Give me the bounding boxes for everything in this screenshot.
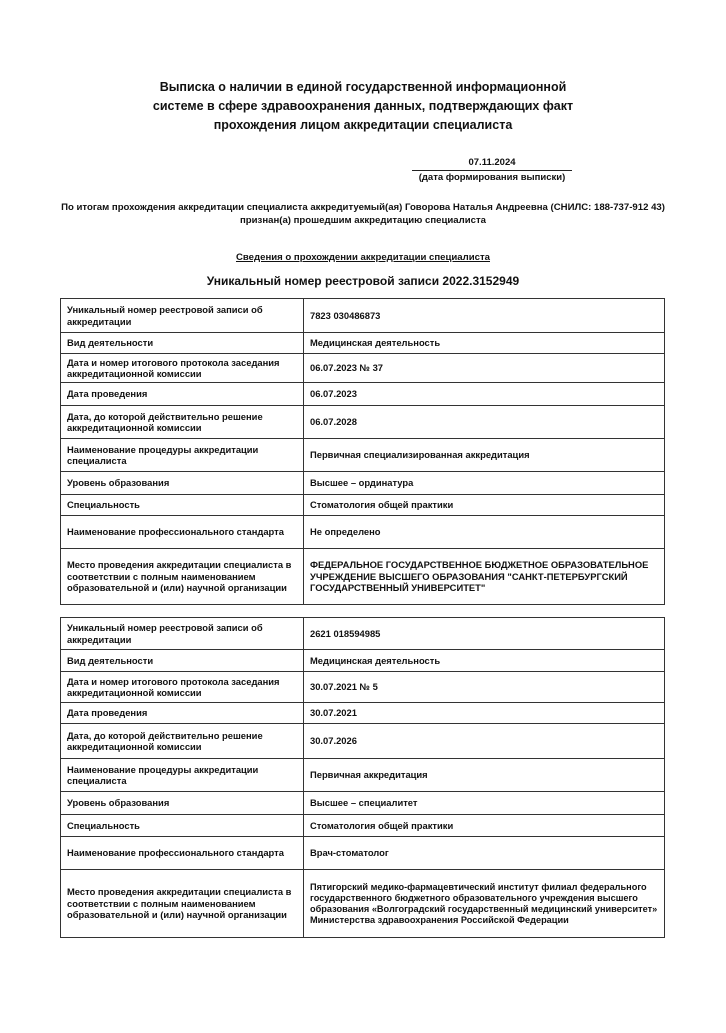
- row-label: Уникальный номер реестровой записи об аккредитации: [61, 299, 304, 333]
- row-value: Стоматология общей практики: [304, 495, 665, 516]
- formation-date: 07.11.2024: [412, 157, 572, 171]
- row-value: 06.07.2023 № 37: [304, 354, 665, 383]
- title-line-2: системе в сфере здравоохранения данных, подтверждающих факт: [152, 99, 574, 113]
- row-value: Врач-стоматолог: [304, 837, 665, 870]
- row-label: Вид деятельности: [61, 650, 304, 672]
- table-row: [61, 549, 665, 605]
- row-value: 7823 030486873: [304, 299, 665, 333]
- row-value: Пятигорский медико-фармацевтический институт филиал федерального государственного бюджетного образовательного учреждения высшего образования «Волгоградский государственный медицинский университет» Министерства здравоохранения Российской Федерации: [304, 870, 665, 938]
- row-label: Место проведения аккредитации специалиста в соответствии с полным наименованием образовательной и (или) научной организации: [61, 549, 304, 605]
- row-label: Наименование профессионального стандарта: [61, 516, 304, 549]
- row-value: ФЕДЕРАЛЬНОЕ ГОСУДАРСТВЕННОЕ БЮДЖЕТНОЕ ОБРАЗОВАТЕЛЬНОЕ УЧРЕЖДЕНИЕ ВЫСШЕГО ОБРАЗОВАНИЯ "САНКТ-ПЕТЕРБУРГСКИЙ ГОСУДАРСТВЕННЫЙ УНИВЕРСИТЕТ": [304, 549, 665, 605]
- row-value: 06.07.2028: [304, 406, 665, 439]
- row-value: 30.07.2021 № 5: [304, 672, 665, 703]
- row-value: 30.07.2026: [304, 724, 665, 759]
- row-label: Место проведения аккредитации специалиста в соответствии с полным наименованием образовательной и (или) научной организации: [61, 870, 304, 938]
- table-row: [61, 724, 665, 759]
- row-value: Первичная специализированная аккредитация: [304, 439, 665, 472]
- row-label: Специальность: [61, 815, 304, 837]
- row-value: Не определено: [304, 516, 665, 549]
- row-value: 30.07.2021: [304, 703, 665, 724]
- table-row: [61, 495, 665, 516]
- row-label: Уникальный номер реестровой записи об аккредитации: [61, 618, 304, 650]
- row-label: Дата и номер итогового протокола заседания аккредитационной комиссии: [61, 672, 304, 703]
- table-row: [61, 333, 665, 354]
- row-label: Уровень образования: [61, 792, 304, 815]
- accreditation-table-1: [60, 298, 665, 605]
- registry-record-heading: Уникальный номер реестровой записи 2022.3152949: [206, 274, 520, 288]
- row-value: Стоматология общей практики: [304, 815, 665, 837]
- table-row: [61, 299, 665, 333]
- row-label: Наименование процедуры аккредитации специалиста: [61, 439, 304, 472]
- table-row: [61, 672, 665, 703]
- row-value: Первичная аккредитация: [304, 759, 665, 792]
- row-label: Уровень образования: [61, 472, 304, 495]
- title-line-3: прохождения лицом аккредитации специалиста: [213, 118, 513, 132]
- table-row: [61, 383, 665, 406]
- table-row: [61, 759, 665, 792]
- table-row: [61, 472, 665, 495]
- table-row: [61, 703, 665, 724]
- row-value: 06.07.2023: [304, 383, 665, 406]
- row-label: Вид деятельности: [61, 333, 304, 354]
- row-value: 2621 018594985: [304, 618, 665, 650]
- row-label: Дата проведения: [61, 383, 304, 406]
- row-label: Дата и номер итогового протокола заседания аккредитационной комиссии: [61, 354, 304, 383]
- row-label: Дата, до которой действительно решение аккредитационной комиссии: [61, 724, 304, 759]
- row-label: Дата, до которой действительно решение аккредитационной комиссии: [61, 406, 304, 439]
- document-title: [120, 78, 606, 135]
- formation-date-caption: (дата формирования выписки): [418, 172, 566, 183]
- table-row: [61, 792, 665, 815]
- table-row: [61, 354, 665, 383]
- row-label: Наименование профессионального стандарта: [61, 837, 304, 870]
- row-label: Специальность: [61, 495, 304, 516]
- formation-date-block: [412, 157, 572, 185]
- table-row: [61, 439, 665, 472]
- row-value: Высшее – специалитет: [304, 792, 665, 815]
- row-value: Медицинская деятельность: [304, 333, 665, 354]
- row-label: Наименование процедуры аккредитации специалиста: [61, 759, 304, 792]
- table-row: [61, 815, 665, 837]
- table-row: [61, 516, 665, 549]
- intro-statement: По итогам прохождения аккредитации специалиста аккредитуемый(ая) Говорова Наталья Андреевна (СНИЛС: 188-737-912 43) признан(а) прошедшим аккредитацию специалиста: [61, 202, 665, 226]
- row-value: Высшее – ординатура: [304, 472, 665, 495]
- section-heading: Сведения о прохождении аккредитации специалиста: [235, 252, 490, 263]
- row-label: Дата проведения: [61, 703, 304, 724]
- title-line-1: Выписка о наличии в единой государственной информационной: [159, 80, 567, 94]
- table-row: [61, 618, 665, 650]
- table-row: [61, 406, 665, 439]
- table-row: [61, 837, 665, 870]
- table-row: [61, 650, 665, 672]
- accreditation-table-2: [60, 617, 665, 938]
- table-row: [61, 870, 665, 938]
- row-value: Медицинская деятельность: [304, 650, 665, 672]
